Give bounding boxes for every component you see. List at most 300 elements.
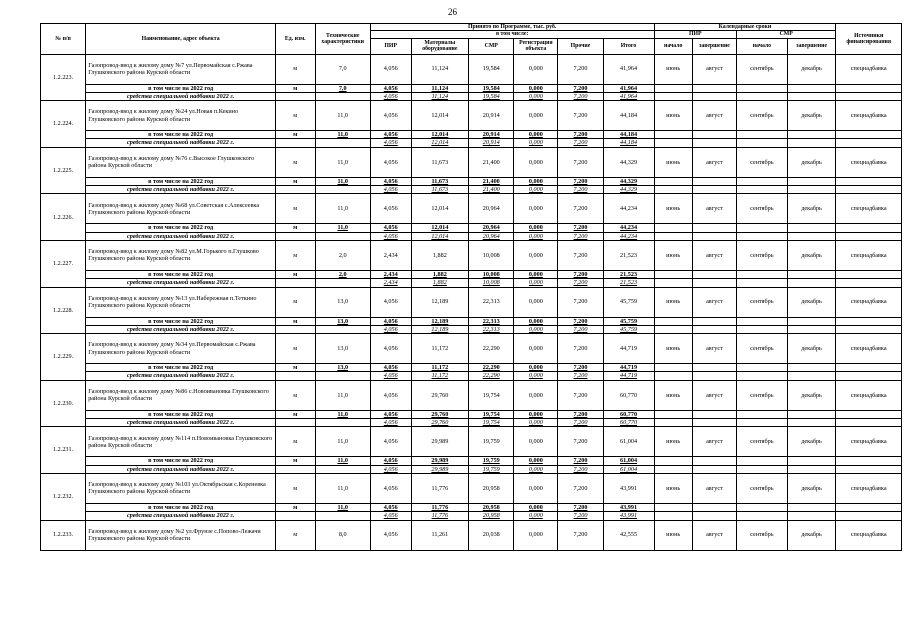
tech-cell: 11,0 (315, 147, 370, 177)
year-unit: м (275, 177, 315, 185)
smr-start-cell: сентябрь (736, 194, 787, 224)
year-unit: м (275, 224, 315, 232)
special-smr-cell: 21,400 (469, 186, 514, 194)
year-pir-cell: 4,056 (370, 177, 411, 185)
other-cell: 7,200 (558, 101, 603, 131)
row-number: 1.2.227. (41, 240, 86, 287)
year-pir-cell: 4,056 (370, 317, 411, 325)
special-label: средства специальной надбавки 2022 г. (86, 232, 276, 240)
year-total-cell: 44,329 (603, 177, 654, 185)
source-cell: спецнадбавка (836, 427, 902, 457)
unit-cell: м (275, 147, 315, 177)
year-smr-cell: 21,400 (469, 177, 514, 185)
year-mat-cell: 11,124 (411, 84, 469, 92)
reg-cell: 0,000 (514, 147, 558, 177)
smr-start-cell: сентябрь (736, 520, 787, 550)
row-number: 1.2.224. (41, 101, 86, 148)
year-pir-cell: 2,434 (370, 270, 411, 278)
special-label: средства специальной надбавки 2022 г. (86, 92, 276, 100)
pir-end-cell: август (692, 147, 736, 177)
pir-end-cell: август (692, 194, 736, 224)
tech-cell: 13,0 (315, 334, 370, 364)
source-cell: спецнадбавка (836, 240, 902, 270)
year-label: в том числе на 2022 год (86, 270, 276, 278)
special-other-cell: 7,200 (558, 512, 603, 520)
table-row (41, 473, 902, 503)
header-tech: Технические характеристики (315, 24, 370, 55)
header-pir-end: завершение (692, 38, 736, 54)
year-smr-cell: 10,008 (469, 270, 514, 278)
tech-cell: 11,0 (315, 380, 370, 410)
other-cell: 7,200 (558, 520, 603, 550)
total-cell: 60,770 (603, 380, 654, 410)
year-label: в том числе на 2022 год (86, 131, 276, 139)
source-cell: спецнадбавка (836, 287, 902, 317)
special-mat-cell: 1,882 (411, 279, 469, 287)
year-tech: 11,0 (315, 503, 370, 511)
mat-cell: 11,673 (411, 147, 469, 177)
pir-end-cell: август (692, 520, 736, 550)
tech-cell: 11,0 (315, 473, 370, 503)
year-other-cell: 7,200 (558, 224, 603, 232)
header-num: № п/п (41, 24, 86, 55)
year-tech: 11,0 (315, 177, 370, 185)
special-pir-cell: 4,056 (370, 92, 411, 100)
year-total-cell: 21,523 (603, 270, 654, 278)
special-row (41, 139, 902, 147)
tech-cell: 13,0 (315, 287, 370, 317)
header-source: Источники финансирования (836, 24, 902, 55)
special-row (41, 279, 902, 287)
year-tech: 11,0 (315, 457, 370, 465)
year-total-cell: 60,770 (603, 410, 654, 418)
special-label: средства специальной надбавки 2022 г. (86, 372, 276, 380)
year-tech: 11,0 (315, 410, 370, 418)
pir-cell: 4,056 (370, 147, 411, 177)
object-name: Газопровод-ввод к жилому дому №114 п.Новоивановка Глушковского района Курской области (86, 427, 276, 457)
year-row (41, 410, 902, 418)
smr-cell: 20,914 (469, 101, 514, 131)
table-row (41, 380, 902, 410)
year-unit: м (275, 270, 315, 278)
object-name: Газопровод-ввод к жилому дому №24 ул.Новая п.Кекино Глушковского района Курской области (86, 101, 276, 131)
header-unit: Ед. изм. (275, 24, 315, 55)
special-smr-cell: 19,584 (469, 92, 514, 100)
special-pir-cell: 4,056 (370, 419, 411, 427)
other-cell: 7,200 (558, 427, 603, 457)
year-reg-cell: 0,000 (514, 131, 558, 139)
pir-start-cell: июнь (654, 334, 692, 364)
smr-cell: 10,008 (469, 240, 514, 270)
year-row (41, 364, 902, 372)
other-cell: 7,200 (558, 194, 603, 224)
year-row (41, 131, 902, 139)
special-mat-cell: 12,014 (411, 232, 469, 240)
pir-cell: 4,056 (370, 194, 411, 224)
mat-cell: 29,989 (411, 427, 469, 457)
special-pir-cell: 4,056 (370, 186, 411, 194)
special-reg-cell: 0,000 (514, 279, 558, 287)
pir-start-cell: июнь (654, 101, 692, 131)
special-other-cell: 7,200 (558, 139, 603, 147)
special-reg-cell: 0,000 (514, 92, 558, 100)
tech-cell: 11,0 (315, 194, 370, 224)
special-label: средства специальной надбавки 2022 г. (86, 279, 276, 287)
special-reg-cell: 0,000 (514, 465, 558, 473)
special-row (41, 92, 902, 100)
smr-cell: 19,759 (469, 427, 514, 457)
object-name: Газопровод-ввод к жилому дому №76 с.Высокое Глушковского района Курской области (86, 147, 276, 177)
year-total-cell: 43,991 (603, 503, 654, 511)
special-total-cell: 60,770 (603, 419, 654, 427)
total-cell: 42,555 (603, 520, 654, 550)
source-cell: спецнадбавка (836, 520, 902, 550)
header-total: Итого (603, 38, 654, 54)
pir-cell: 4,056 (370, 427, 411, 457)
special-mat-cell: 29,989 (411, 465, 469, 473)
year-reg-cell: 0,000 (514, 457, 558, 465)
pir-end-cell: август (692, 54, 736, 84)
header-smr-start: начало (736, 38, 787, 54)
object-name: Газопровод-ввод к жилому дому №13 ул.Набережная п.Теткино Глушковского района Курской области (86, 287, 276, 317)
pir-cell: 4,056 (370, 101, 411, 131)
special-label: средства специальной надбавки 2022 г. (86, 325, 276, 333)
smr-start-cell: сентябрь (736, 101, 787, 131)
year-pir-cell: 4,056 (370, 503, 411, 511)
year-total-cell: 44,234 (603, 224, 654, 232)
special-smr-cell: 22,313 (469, 325, 514, 333)
pir-start-cell: июнь (654, 520, 692, 550)
smr-cell: 19,584 (469, 54, 514, 84)
reg-cell: 0,000 (514, 427, 558, 457)
row-number: 1.2.226. (41, 194, 86, 241)
special-total-cell: 61,004 (603, 465, 654, 473)
tech-cell: 7,0 (315, 54, 370, 84)
special-mat-cell: 12,189 (411, 325, 469, 333)
year-row (41, 224, 902, 232)
year-other-cell: 7,200 (558, 84, 603, 92)
mat-cell: 12,189 (411, 287, 469, 317)
special-row (41, 465, 902, 473)
year-unit: м (275, 410, 315, 418)
year-tech: 2,0 (315, 270, 370, 278)
pir-cell: 4,056 (370, 520, 411, 550)
year-reg-cell: 0,000 (514, 364, 558, 372)
smr-cell: 20,964 (469, 194, 514, 224)
tech-cell: 8,0 (315, 520, 370, 550)
source-cell: спецнадбавка (836, 473, 902, 503)
year-pir-cell: 4,056 (370, 84, 411, 92)
table-row (41, 520, 902, 550)
year-label: в том числе на 2022 год (86, 224, 276, 232)
year-tech: 11,0 (315, 131, 370, 139)
header-registration: Регистрация объекта (514, 38, 558, 54)
reg-cell: 0,000 (514, 101, 558, 131)
row-number: 1.2.232. (41, 473, 86, 520)
year-reg-cell: 0,000 (514, 224, 558, 232)
tech-cell: 11,0 (315, 101, 370, 131)
year-row (41, 84, 902, 92)
year-total-cell: 44,184 (603, 131, 654, 139)
year-smr-cell: 20,964 (469, 224, 514, 232)
smr-end-cell: декабрь (787, 287, 836, 317)
reg-cell: 0,000 (514, 54, 558, 84)
year-unit: м (275, 503, 315, 511)
header-cal-smr: СМР (736, 31, 835, 38)
special-total-cell: 43,991 (603, 512, 654, 520)
object-name: Газопровод-ввод к жилому дому №68 ул.Советская с.Алексеевка Глушковского района Курской области (86, 194, 276, 224)
header-accepted: Принято по Программе, тыс. руб. (370, 24, 654, 31)
special-smr-cell: 20,914 (469, 139, 514, 147)
header-materials: Материалы оборудование (411, 38, 469, 54)
special-row (41, 419, 902, 427)
special-total-cell: 44,184 (603, 139, 654, 147)
smr-end-cell: декабрь (787, 427, 836, 457)
program-table (40, 23, 902, 551)
unit-cell: м (275, 54, 315, 84)
special-smr-cell: 20,958 (469, 512, 514, 520)
source-cell: спецнадбавка (836, 147, 902, 177)
pir-start-cell: июнь (654, 54, 692, 84)
source-cell: спецнадбавка (836, 380, 902, 410)
year-mat-cell: 1,882 (411, 270, 469, 278)
total-cell: 41,964 (603, 54, 654, 84)
smr-end-cell: декабрь (787, 101, 836, 131)
year-reg-cell: 0,000 (514, 410, 558, 418)
year-reg-cell: 0,000 (514, 84, 558, 92)
pir-start-cell: июнь (654, 427, 692, 457)
special-other-cell: 7,200 (558, 372, 603, 380)
year-label: в том числе на 2022 год (86, 364, 276, 372)
total-cell: 61,004 (603, 427, 654, 457)
row-number: 1.2.228. (41, 287, 86, 334)
year-tech: 11,0 (315, 224, 370, 232)
reg-cell: 0,000 (514, 194, 558, 224)
special-smr-cell: 19,759 (469, 465, 514, 473)
year-row (41, 270, 902, 278)
special-total-cell: 44,329 (603, 186, 654, 194)
year-label: в том числе на 2022 год (86, 410, 276, 418)
header-calendar: Календарные сроки (654, 24, 836, 31)
pir-cell: 4,056 (370, 473, 411, 503)
smr-end-cell: декабрь (787, 473, 836, 503)
unit-cell: м (275, 520, 315, 550)
object-name: Газопровод-ввод к жилому дому №7 ул.Первомайская с.Ржава Глушковского района Курской области (86, 54, 276, 84)
table-row (41, 54, 902, 84)
pir-start-cell: июнь (654, 147, 692, 177)
year-smr-cell: 19,759 (469, 457, 514, 465)
smr-cell: 21,400 (469, 147, 514, 177)
mat-cell: 12,014 (411, 194, 469, 224)
year-other-cell: 7,200 (558, 457, 603, 465)
unit-cell: м (275, 334, 315, 364)
year-other-cell: 7,200 (558, 270, 603, 278)
header-cal-pir: ПИР (654, 31, 736, 38)
special-label: средства специальной надбавки 2022 г. (86, 186, 276, 194)
special-row (41, 325, 902, 333)
mat-cell: 11,172 (411, 334, 469, 364)
special-row (41, 512, 902, 520)
year-label: в том числе на 2022 год (86, 503, 276, 511)
special-other-cell: 7,200 (558, 279, 603, 287)
reg-cell: 0,000 (514, 473, 558, 503)
reg-cell: 0,000 (514, 380, 558, 410)
special-mat-cell: 11,172 (411, 372, 469, 380)
object-name: Газопровод-ввод к жилому дому №103 ул.Октябрьская с.Кореневка Глушковского района Курской области (86, 473, 276, 503)
year-row (41, 317, 902, 325)
mat-cell: 11,124 (411, 54, 469, 84)
year-total-cell: 44,719 (603, 364, 654, 372)
special-total-cell: 21,523 (603, 279, 654, 287)
smr-cell: 20,958 (469, 473, 514, 503)
other-cell: 7,200 (558, 240, 603, 270)
special-label: средства специальной надбавки 2022 г. (86, 512, 276, 520)
year-unit: м (275, 364, 315, 372)
special-mat-cell: 11,776 (411, 512, 469, 520)
source-cell: спецнадбавка (836, 101, 902, 131)
year-mat-cell: 29,989 (411, 457, 469, 465)
smr-start-cell: сентябрь (736, 427, 787, 457)
special-total-cell: 44,234 (603, 232, 654, 240)
smr-end-cell: декабрь (787, 54, 836, 84)
smr-cell: 19,754 (469, 380, 514, 410)
year-mat-cell: 12,014 (411, 224, 469, 232)
year-other-cell: 7,200 (558, 131, 603, 139)
source-cell: спецнадбавка (836, 334, 902, 364)
special-smr-cell: 22,290 (469, 372, 514, 380)
special-pir-cell: 4,056 (370, 465, 411, 473)
year-smr-cell: 22,313 (469, 317, 514, 325)
special-pir-cell: 4,056 (370, 372, 411, 380)
smr-end-cell: декабрь (787, 147, 836, 177)
smr-end-cell: декабрь (787, 194, 836, 224)
reg-cell: 0,000 (514, 240, 558, 270)
header-pir: ПИР (370, 38, 411, 54)
year-unit: м (275, 317, 315, 325)
year-mat-cell: 29,760 (411, 410, 469, 418)
row-number: 1.2.225. (41, 147, 86, 194)
row-number: 1.2.223. (41, 54, 86, 101)
unit-cell: м (275, 380, 315, 410)
year-label: в том числе на 2022 год (86, 84, 276, 92)
year-total-cell: 41,964 (603, 84, 654, 92)
year-pir-cell: 4,056 (370, 457, 411, 465)
unit-cell: м (275, 240, 315, 270)
special-pir-cell: 4,056 (370, 325, 411, 333)
year-row (41, 503, 902, 511)
smr-start-cell: сентябрь (736, 287, 787, 317)
pir-end-cell: август (692, 473, 736, 503)
smr-end-cell: декабрь (787, 520, 836, 550)
other-cell: 7,200 (558, 380, 603, 410)
reg-cell: 0,000 (514, 334, 558, 364)
year-smr-cell: 19,754 (469, 410, 514, 418)
row-number: 1.2.233. (41, 520, 86, 550)
header-name: Наименование, адрес объекта (86, 24, 276, 55)
year-mat-cell: 11,673 (411, 177, 469, 185)
other-cell: 7,200 (558, 473, 603, 503)
page-number: 26 (448, 7, 457, 17)
special-reg-cell: 0,000 (514, 325, 558, 333)
year-tech: 13,0 (315, 317, 370, 325)
mat-cell: 12,014 (411, 101, 469, 131)
year-reg-cell: 0,000 (514, 177, 558, 185)
table-row (41, 147, 902, 177)
source-cell: спецнадбавка (836, 194, 902, 224)
special-reg-cell: 0,000 (514, 419, 558, 427)
total-cell: 45,759 (603, 287, 654, 317)
special-other-cell: 7,200 (558, 465, 603, 473)
pir-cell: 4,056 (370, 380, 411, 410)
special-other-cell: 7,200 (558, 419, 603, 427)
total-cell: 43,991 (603, 473, 654, 503)
table-row (41, 101, 902, 131)
table-row (41, 240, 902, 270)
year-mat-cell: 12,189 (411, 317, 469, 325)
year-other-cell: 7,200 (558, 503, 603, 511)
source-cell: спецнадбавка (836, 54, 902, 84)
year-smr-cell: 19,584 (469, 84, 514, 92)
year-label: в том числе на 2022 год (86, 457, 276, 465)
year-pir-cell: 4,056 (370, 131, 411, 139)
year-tech: 13,0 (315, 364, 370, 372)
smr-start-cell: сентябрь (736, 54, 787, 84)
pir-end-cell: август (692, 334, 736, 364)
header-pir-start: начало (654, 38, 692, 54)
total-cell: 44,719 (603, 334, 654, 364)
year-pir-cell: 4,056 (370, 224, 411, 232)
object-name: Газопровод-ввод к жилому дому №86 с.Новоивановка Глушковского района Курской области (86, 380, 276, 410)
header-in-that: в том числе: (370, 31, 654, 38)
smr-end-cell: декабрь (787, 240, 836, 270)
special-label: средства специальной надбавки 2022 г. (86, 419, 276, 427)
smr-start-cell: сентябрь (736, 240, 787, 270)
year-row (41, 177, 902, 185)
mat-cell: 1,882 (411, 240, 469, 270)
special-smr-cell: 20,964 (469, 232, 514, 240)
special-pir-cell: 4,056 (370, 512, 411, 520)
unit-cell: м (275, 473, 315, 503)
total-cell: 44,184 (603, 101, 654, 131)
pir-cell: 4,056 (370, 334, 411, 364)
special-other-cell: 7,200 (558, 186, 603, 194)
object-name: Газопровод-ввод к жилому дому №34 ул.Первомайская с.Ржава Глушковского района Курской области (86, 334, 276, 364)
other-cell: 7,200 (558, 334, 603, 364)
pir-start-cell: июнь (654, 240, 692, 270)
year-smr-cell: 22,290 (469, 364, 514, 372)
year-other-cell: 7,200 (558, 410, 603, 418)
year-unit: м (275, 457, 315, 465)
unit-cell: м (275, 101, 315, 131)
row-number: 1.2.230. (41, 380, 86, 427)
special-reg-cell: 0,000 (514, 372, 558, 380)
table-row (41, 194, 902, 224)
object-name: Газопровод-ввод к жилому дому №82 ул.М.Горького п.Глушково Глушковского района Курской области (86, 240, 276, 270)
smr-start-cell: сентябрь (736, 380, 787, 410)
special-label: средства специальной надбавки 2022 г. (86, 139, 276, 147)
row-number: 1.2.229. (41, 334, 86, 381)
year-mat-cell: 11,776 (411, 503, 469, 511)
unit-cell: м (275, 427, 315, 457)
table-header (41, 24, 902, 55)
special-row (41, 372, 902, 380)
header-other: Прочие (558, 38, 603, 54)
year-reg-cell: 0,000 (514, 503, 558, 511)
year-mat-cell: 12,014 (411, 131, 469, 139)
year-smr-cell: 20,958 (469, 503, 514, 511)
special-total-cell: 41,964 (603, 92, 654, 100)
year-unit: м (275, 84, 315, 92)
